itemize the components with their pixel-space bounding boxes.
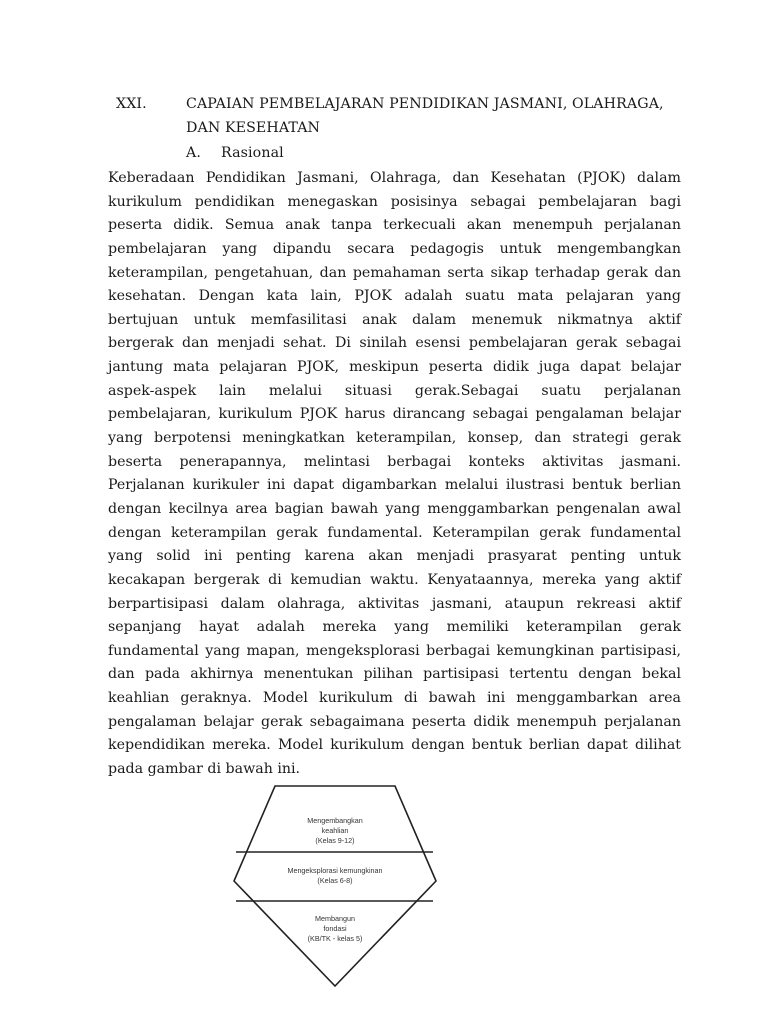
body-line: keterampilan, pengetahuan, dan pemahaman serta sikap terhadap gerak dan <box>108 264 681 281</box>
diamond-curriculum-diagram <box>230 785 440 987</box>
body-line: sepanjang hayat adalah mereka yang memiliki keterampilan gerak <box>108 619 681 636</box>
body-line: dan pada akhirnya menentukan pilihan partisipasi tertentu dengan bekal <box>108 666 681 683</box>
body-line: jantung mata pelajaran PJOK, meskipun peserta didik juga dapat belajar <box>108 359 681 376</box>
body-line: Perjalanan kurikuler ini dapat digambarkan melalui ilustrasi bentuk berlian <box>108 477 681 494</box>
section-title-line-2: DAN KESEHATAN <box>186 120 321 136</box>
body-line: kurikulum pendidikan menegaskan posisinya sebagai pembelajaran bagi <box>108 193 681 210</box>
body-line: kecakapan bergerak di kemudian waktu. Kenyataannya, mereka yang aktif <box>108 571 681 588</box>
body-paragraph <box>108 167 681 782</box>
body-line: kependidikan mereka. Model kurikulum dengan bentuk berlian dapat dilihat <box>108 737 681 754</box>
diagram-label-top <box>230 816 440 846</box>
section-title-line-1: CAPAIAN PEMBELAJARAN PENDIDIKAN JASMANI, OLAHRAGA, <box>186 96 664 112</box>
diagram-bottom-line-2: fondasi <box>323 924 347 933</box>
diagram-label-bottom <box>230 914 440 944</box>
body-line: Keberadaan Pendidikan Jasmani, Olahraga, dan Kesehatan (PJOK) dalam <box>108 170 681 186</box>
diagram-bottom-line-1: Membangun <box>315 914 355 923</box>
body-line: kesehatan. Dengan kata lain, PJOK adalah suatu mata pelajaran yang <box>108 288 681 305</box>
body-line: pembelajaran yang dipandu secara pedagogis untuk mengembangkan <box>108 240 681 257</box>
diagram-top-line-1: Mengembangkan <box>307 816 363 825</box>
diagram-top-line-3: (Kelas 9-12) <box>315 836 355 845</box>
section-number: XXI. <box>116 96 147 112</box>
body-line: dengan keterampilan gerak fundamental. Keterampilan gerak fundamental <box>108 524 681 541</box>
subsection-title: Rasional <box>221 145 284 161</box>
diagram-bottom-line-3: (KB/TK - kelas 5) <box>307 934 363 943</box>
diagram-middle-line-2: (Kelas 6-8) <box>317 876 353 885</box>
diagram-label-middle <box>230 866 440 886</box>
subsection-letter: A. <box>186 145 201 161</box>
body-line: pembelajaran, kurikulum PJOK harus dirancang sebagai pengalaman belajar <box>108 406 681 423</box>
body-line: yang berpotensi meningkatkan keterampilan, konsep, dan strategi gerak <box>108 430 681 447</box>
body-line: dengan kecilnya area bagian bawah yang menggambarkan pengenalan awal <box>108 500 681 517</box>
body-line: aspek-aspek lain melalui situasi gerak.Sebagai suatu perjalanan <box>108 382 681 399</box>
body-line: bertujuan untuk memfasilitasi anak dalam menemuk nikmatnya aktif <box>108 311 681 328</box>
body-line: pada gambar di bawah ini. <box>108 761 301 778</box>
diagram-middle-line-1: Mengeksplorasi kemungkinan <box>287 866 383 875</box>
body-line: peserta didik. Semua anak tanpa terkecuali akan menempuh perjalanan <box>108 217 681 234</box>
body-line: pengalaman belajar gerak sebagaimana peserta didik menempuh perjalanan <box>108 713 681 730</box>
body-line: yang solid ini penting karena akan menjadi prasyarat penting untuk <box>108 548 681 565</box>
diagram-top-line-2: keahlian <box>321 826 349 835</box>
body-line: beserta penerapannya, melintasi berbagai konteks aktivitas jasmani. <box>108 453 681 470</box>
body-line: berpartisipasi dalam olahraga, aktivitas jasmani, ataupun rekreasi aktif <box>108 595 681 612</box>
body-line: fundamental yang mapan, mengeksplorasi berbagai kemungkinan partisipasi, <box>108 642 681 659</box>
body-line: bergerak dan menjadi sehat. Di sinilah esensi pembelajaran gerak sebagai <box>108 335 681 352</box>
body-line: keahlian geraknya. Model kurikulum di bawah ini menggambarkan area <box>108 690 681 707</box>
